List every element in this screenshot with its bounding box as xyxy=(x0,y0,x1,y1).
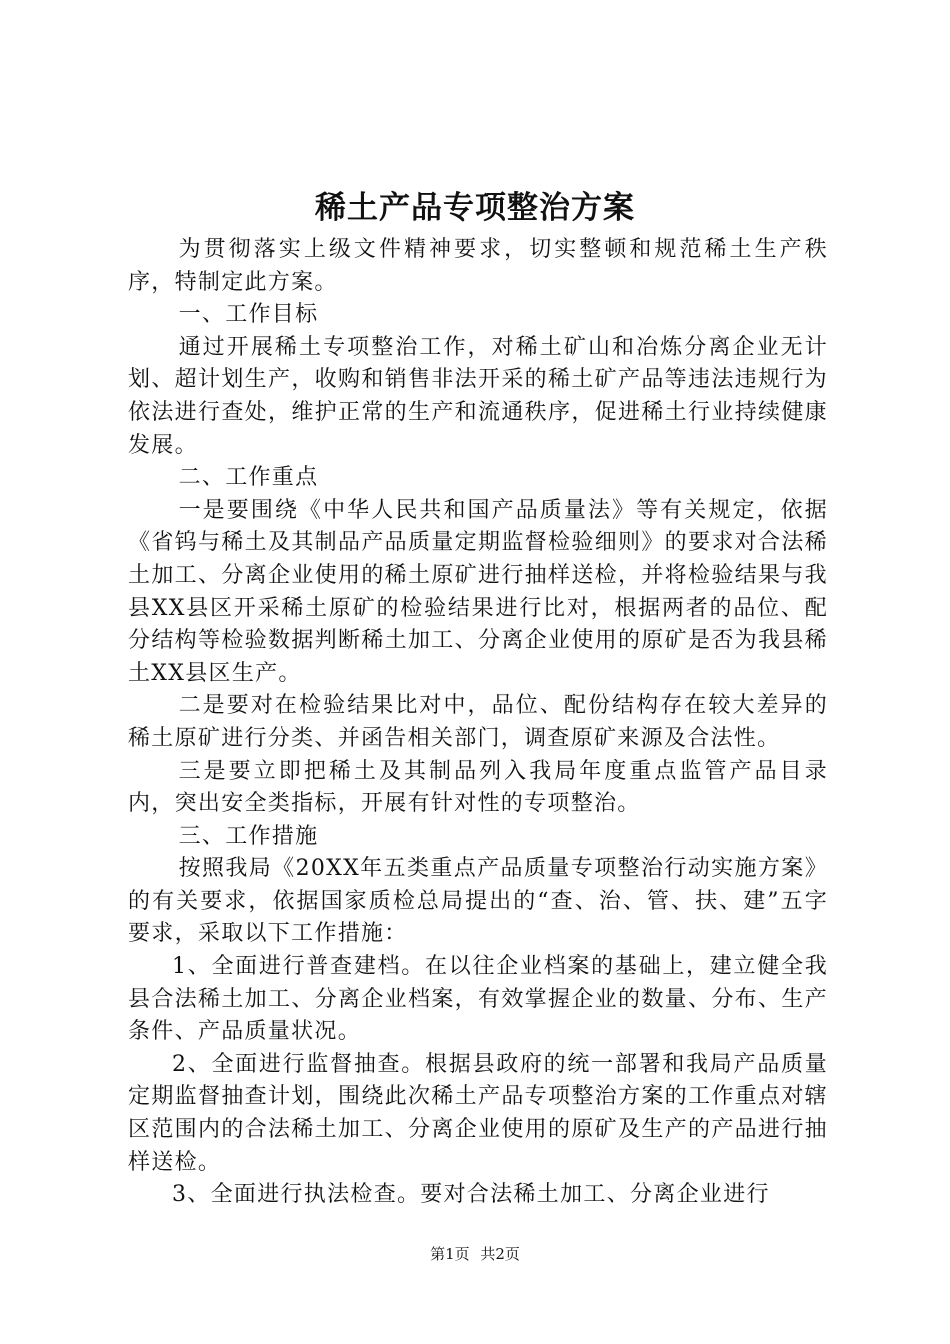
measure-item-2: 2、全面进行监督抽查。根据县政府的统一部署和我局产品质量定期监督抽查计划，围绕此次稀土产品专项整治方案的工作重点对辖区范围内的合法稀土加工、分离企业使用的原矿及生产的产品进行抽样送检。 xyxy=(128,1051,828,1175)
section-heading-measures: 三、工作措施 xyxy=(178,823,319,849)
page-number-current: 第1页 xyxy=(430,1245,470,1263)
measures-intro-paragraph: 按照我局《20XX年五类重点产品质量专项整治行动实施方案》的有关要求，依据国家质检总局提出的“查、治、管、扶、建”五字要求，采取以下工作措施： xyxy=(128,856,828,947)
focus-paragraph-3: 三是要立即把稀土及其制品列入我局年度重点监管产品目录内，突出安全类指标，开展有针对性的专项整治。 xyxy=(128,758,828,817)
document-title: 稀土产品专项整治方案 xyxy=(315,190,635,226)
measure-item-1: 1、全面进行普查建档。在以往企业档案的基础上，建立健全我县合法稀土加工、分离企业档案，有效掌握企业的数量、分布、生产条件、产品质量状况。 xyxy=(128,954,828,1045)
section-heading-focus: 二、工作重点 xyxy=(178,465,319,491)
focus-paragraph-2: 二是要对在检验结果比对中，品位、配份结构存在较大差异的稀土原矿进行分类、并函告相关部门，调查原矿来源及合法性。 xyxy=(128,693,828,751)
goals-paragraph: 通过开展稀土专项整治工作，对稀土矿山和冶炼分离企业无计划、超计划生产，收购和销售非法开采的稀土矿产品等违法违规行为依法进行查处，维护正常的生产和流通秩序，促进稀土行业持续健康发展。 xyxy=(128,334,828,458)
document-body xyxy=(128,234,828,1212)
section-heading-goals: 一、工作目标 xyxy=(178,302,319,328)
measure-item-3: 3、全面进行执法检查。要对合法稀土加工、分离企业进行 xyxy=(172,1182,770,1208)
page-footer xyxy=(0,1244,950,1264)
page-number-total: 共2页 xyxy=(480,1245,520,1263)
intro-paragraph: 为贯彻落实上级文件精神要求，切实整顿和规范稀土生产秩序，特制定此方案。 xyxy=(128,237,828,295)
focus-paragraph-1: 一是要围绕《中华人民共和国产品质量法》等有关规定，依据《省钨与稀土及其制品产品质量定期监督检验细则》的要求对合法稀土加工、分离企业使用的稀土原矿进行抽样送检，并将检验结果与我县XX县区开采稀土原矿的检验结果进行比对，根据两者的品位、配分结构等检验数据判断稀土加工、分离企业使用的原矿是否为我县稀土XX县区生产。 xyxy=(128,497,828,686)
